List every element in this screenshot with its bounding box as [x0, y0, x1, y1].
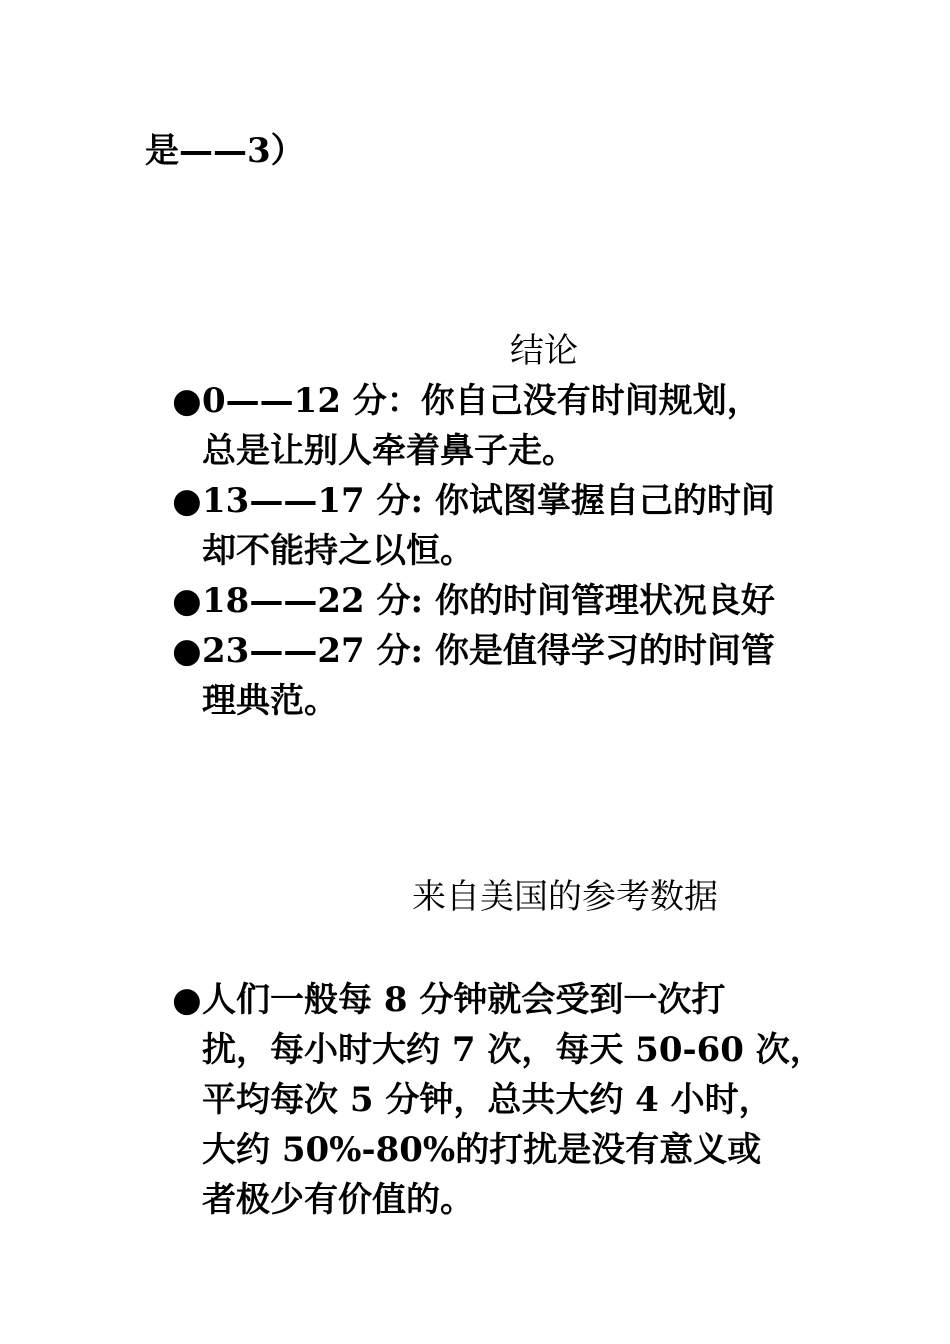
bullet-icon: ● [172, 481, 202, 521]
list-item [172, 975, 822, 1225]
bullet-icon: ● [172, 381, 202, 421]
bullet-icon: ● [172, 631, 202, 671]
list-item-line: 者极少有价值的。 [202, 1180, 474, 1220]
list-item-line: 23——27 分: 你是值得学习的时间管 [202, 631, 775, 671]
list-item-line: 理典范。 [202, 681, 338, 721]
list-item-line: 人们一般每 8 分钟就会受到一次打 [202, 980, 726, 1020]
conclusion-list [172, 376, 822, 726]
list-item [172, 376, 822, 476]
list-item [172, 576, 822, 626]
reference-list [172, 975, 822, 1225]
list-item [172, 476, 822, 576]
list-item-line: 总是让别人牵着鼻子走。 [202, 431, 576, 471]
list-item-line: 却不能持之以恒。 [202, 531, 474, 571]
section-title-us-reference: 来自美国的参考数据 [412, 877, 718, 917]
list-item-line: 18——22 分: 你的时间管理状况良好 [202, 581, 775, 621]
bullet-icon: ● [172, 980, 202, 1020]
list-item-line: 13——17 分: 你试图掌握自己的时间 [202, 481, 775, 521]
section-title-conclusion: 结论 [510, 331, 578, 371]
bullet-icon: ● [172, 581, 202, 621]
list-item-line: 扰，每小时大约 7 次，每天 50-60 次， [202, 1030, 824, 1070]
list-item [172, 626, 822, 726]
list-item-line: 大约 50%-80%的打扰是没有意义或 [202, 1130, 762, 1170]
intro-line: 是——3） [145, 131, 305, 171]
list-item-line: 平均每次 5 分钟，总共大约 4 小时， [202, 1080, 773, 1120]
list-item-line: 0——12 分：你自己没有时间规划， [202, 381, 761, 421]
